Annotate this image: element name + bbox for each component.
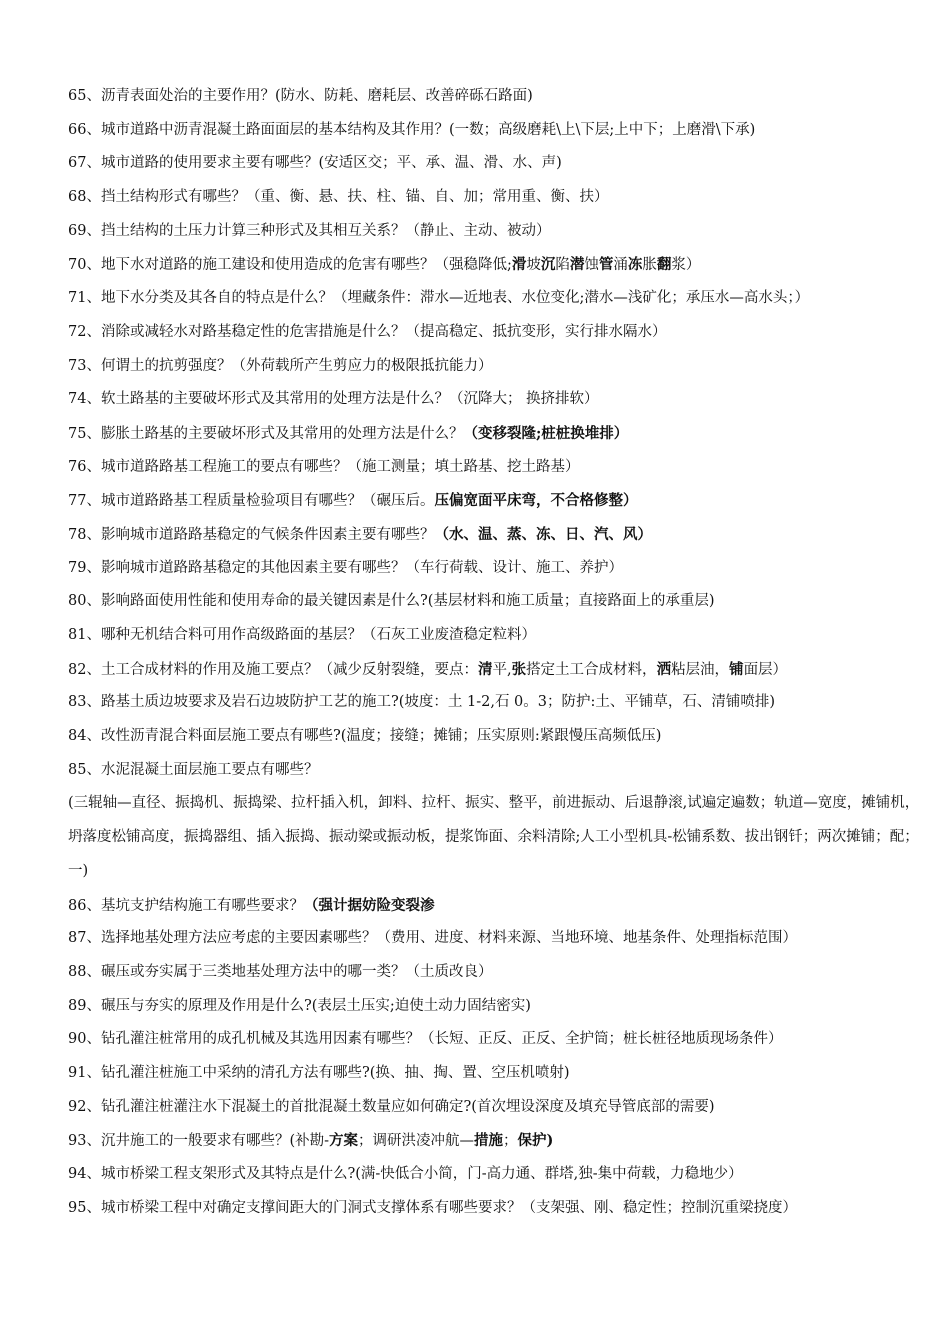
question-line [68, 451, 920, 485]
text: 92、钻孔灌注桩灌注水下混凝土的首批混凝土数量应如何确定?(首次埋设深度及填充导管底部的需要) [68, 1098, 715, 1115]
text: ；调研洪凌冲航— [358, 1133, 475, 1150]
question-line [68, 282, 920, 316]
question-line [68, 1057, 920, 1091]
text: 94、城市桥梁工程支架形式及其特点是什么?(满-快低合小简，门-高力通、群塔,独-集中荷载，力稳地少） [68, 1166, 743, 1183]
bold-text: 洒 [656, 660, 672, 678]
question-line [68, 147, 920, 181]
bold-text: 管 [598, 256, 614, 274]
text: ； [503, 1133, 518, 1150]
question-line [68, 518, 920, 552]
question-line [68, 114, 920, 148]
text: 80、影响路面使用性能和使用寿命的最关键因素是什么?(基层材料和施工质量；直接路面上的承重层) [68, 593, 715, 610]
bold-text: 压偏宽面平床弯，不合格修整） [434, 492, 638, 510]
text: 85、水泥混凝土面层施工要点有哪些？ [68, 761, 319, 778]
text: 浆） [671, 257, 701, 274]
text: 75、膨胀土路基的主要破坏形式及其常用的处理方法是什么？ [68, 425, 464, 442]
text: 86、基坑支护结构施工有哪些要求？ [68, 897, 304, 914]
question-line [68, 990, 920, 1024]
bold-text: （变移裂隆;桩桩换堆排） [463, 424, 629, 442]
text: 67、城市道路的使用要求主要有哪些？(安适区交；平、承、温、滑、水、声) [68, 155, 562, 172]
text: 65、沥青表面处治的主要作用？(防水、防耗、磨耗层、改善碎砾石路面) [68, 88, 533, 104]
text: 陷 [555, 257, 570, 274]
text: 82、土工合成材料的作用及施工要点？（减少反射裂缝，要点： [68, 661, 478, 678]
bold-text: 潜 [569, 256, 585, 274]
question-line [68, 889, 920, 923]
question-line [68, 686, 920, 720]
text: 71、地下水分类及其各自的特点是什么？（埋藏条件：滞水—近地表、水位变化;潜水—浅矿化；承压水—高水头；） [68, 290, 810, 307]
text: 76、城市道路路基工程施工的要点有哪些？（施工测量；填土路基、挖土路基） [68, 458, 580, 475]
text: 73、何谓土的抗剪强度？（外荷载所产生剪应力的极限抵抗能力） [68, 357, 493, 374]
text: 68、挡土结构形式有哪些？（重、衡、悬、扶、柱、锚、自、加；常用重、衡、扶） [68, 189, 609, 206]
question-line [68, 787, 920, 888]
text: 66、城市道路中沥青混凝土路面面层的基本结构及其作用？(一数；高级磨耗\上\下层;上中下；上磨滑\下承) [68, 121, 756, 138]
question-line [68, 1023, 920, 1057]
text: 平, [492, 661, 512, 678]
text: 胀 [642, 257, 657, 274]
question-line [68, 1192, 920, 1226]
text: 95、城市桥梁工程中对确定支撑间距大的门洞式支撑体系有哪些要求？（支架强、刚、稳定性；控制沉重梁挠度） [68, 1199, 797, 1216]
bold-text: 保护) [517, 1132, 554, 1150]
question-line [68, 417, 920, 451]
text: 84、改性沥青混合料面层施工要点有哪些?(温度；接缝；摊铺；压实原则:紧跟慢压高频低压) [68, 728, 662, 745]
text: 90、钻孔灌注桩常用的成孔机械及其选用因素有哪些？（长短、正反、正反、全护筒；桩长桩径地质现场条件） [68, 1031, 783, 1048]
question-line [68, 181, 920, 215]
question-line [68, 484, 920, 518]
question-line [68, 922, 920, 956]
text: 69、挡土结构的土压力计算三种形式及其相互关系？（静止、主动、被动） [68, 222, 551, 239]
text: 涌 [613, 257, 628, 274]
question-line [68, 80, 920, 114]
text: 搭定土工合成材料， [526, 661, 657, 678]
question-line [68, 754, 920, 788]
text: (三辊轴—直径、振捣机、振捣梁、拉杆插入机，卸料、拉杆、振实、整平，前进振动、后退静滚,试遍定遍数；轨道—宽度，摊铺机，坍落度松铺高度，振捣器组、插入振捣、振动梁或振动板，提浆饰面、余料清除;人工小型机具-松铺系数、拔出钢钎；两次摊铺；配；一) [68, 795, 920, 879]
question-line [68, 1124, 920, 1158]
bold-text: 沉 [540, 256, 556, 274]
question-line [68, 1091, 920, 1125]
text: 83、路基土质边坡要求及岩石边坡防护工艺的施工?(坡度：土 1-2,石 0。3；防护:土、平铺草，石、清铺喷排) [68, 694, 776, 711]
bold-text: 张 [511, 660, 527, 678]
text: 78、影响城市道路路基稳定的气候条件因素主要有哪些？ [68, 526, 435, 543]
question-line [68, 956, 920, 990]
text: 91、钻孔灌注桩施工中采纳的清孔方法有哪些?(换、抽、掏、置、空压机喷射) [68, 1065, 570, 1081]
text: 81、哪种无机结合料可用作高级路面的基层？（石灰工业废渣稳定粒料） [68, 627, 536, 644]
question-line [68, 552, 920, 586]
text: 77、城市道路路基工程质量检验项目有哪些？（碾压后。 [68, 493, 435, 510]
text: 72、消除或减轻水对路基稳定性的危害措施是什么？（提高稳定、抵抗变形，实行排水隔水） [68, 323, 667, 340]
question-line [68, 350, 920, 384]
bold-text: 清 [477, 660, 493, 678]
text: 粘层油， [671, 661, 730, 678]
bold-text: （强计据妨险变裂渗 [303, 896, 435, 914]
question-line [68, 585, 920, 619]
text: 88、碾压或夯实属于三类地基处理方法中的哪一类？（土质改良） [68, 963, 493, 980]
question-line [68, 619, 920, 653]
bold-text: 方案 [329, 1132, 359, 1150]
bold-text: 铺 [729, 660, 744, 678]
question-line [68, 1158, 920, 1192]
text: 面层） [743, 661, 788, 678]
text: 89、碾压与夯实的原理及作用是什么?(表层土压实;迫使土动力固结密实) [68, 997, 531, 1014]
bold-text: 冻 [627, 256, 643, 274]
question-line [68, 215, 920, 249]
question-line [68, 653, 920, 687]
text: 87、选择地基处理方法应考虑的主要因素哪些？（费用、进度、材料来源、当地环境、地基条件、处理指标范围） [68, 930, 797, 947]
text: 蚀 [584, 257, 599, 274]
bold-text: （水、温、蒸、冻、日、汽、风） [434, 525, 652, 543]
question-line [68, 316, 920, 350]
text: 74、软土路基的主要破坏形式及其常用的处理方法是什么？（沉降大； 换挤排软） [68, 391, 599, 408]
bold-text: 措施 [474, 1132, 504, 1150]
text: 坡 [526, 257, 541, 274]
text: 93、沉井施工的一般要求有哪些？(补勘- [68, 1133, 330, 1150]
question-line [68, 383, 920, 417]
question-line [68, 720, 920, 754]
text: 70、地下水对道路的施工建设和使用造成的危害有哪些？（强稳降低; [68, 257, 512, 274]
bold-text: 翻 [656, 256, 672, 274]
text: 79、影响城市道路路基稳定的其他因素主要有哪些？（车行荷载、设计、施工、养护） [68, 559, 623, 576]
question-line [68, 248, 920, 282]
bold-text: 滑 [511, 256, 527, 274]
